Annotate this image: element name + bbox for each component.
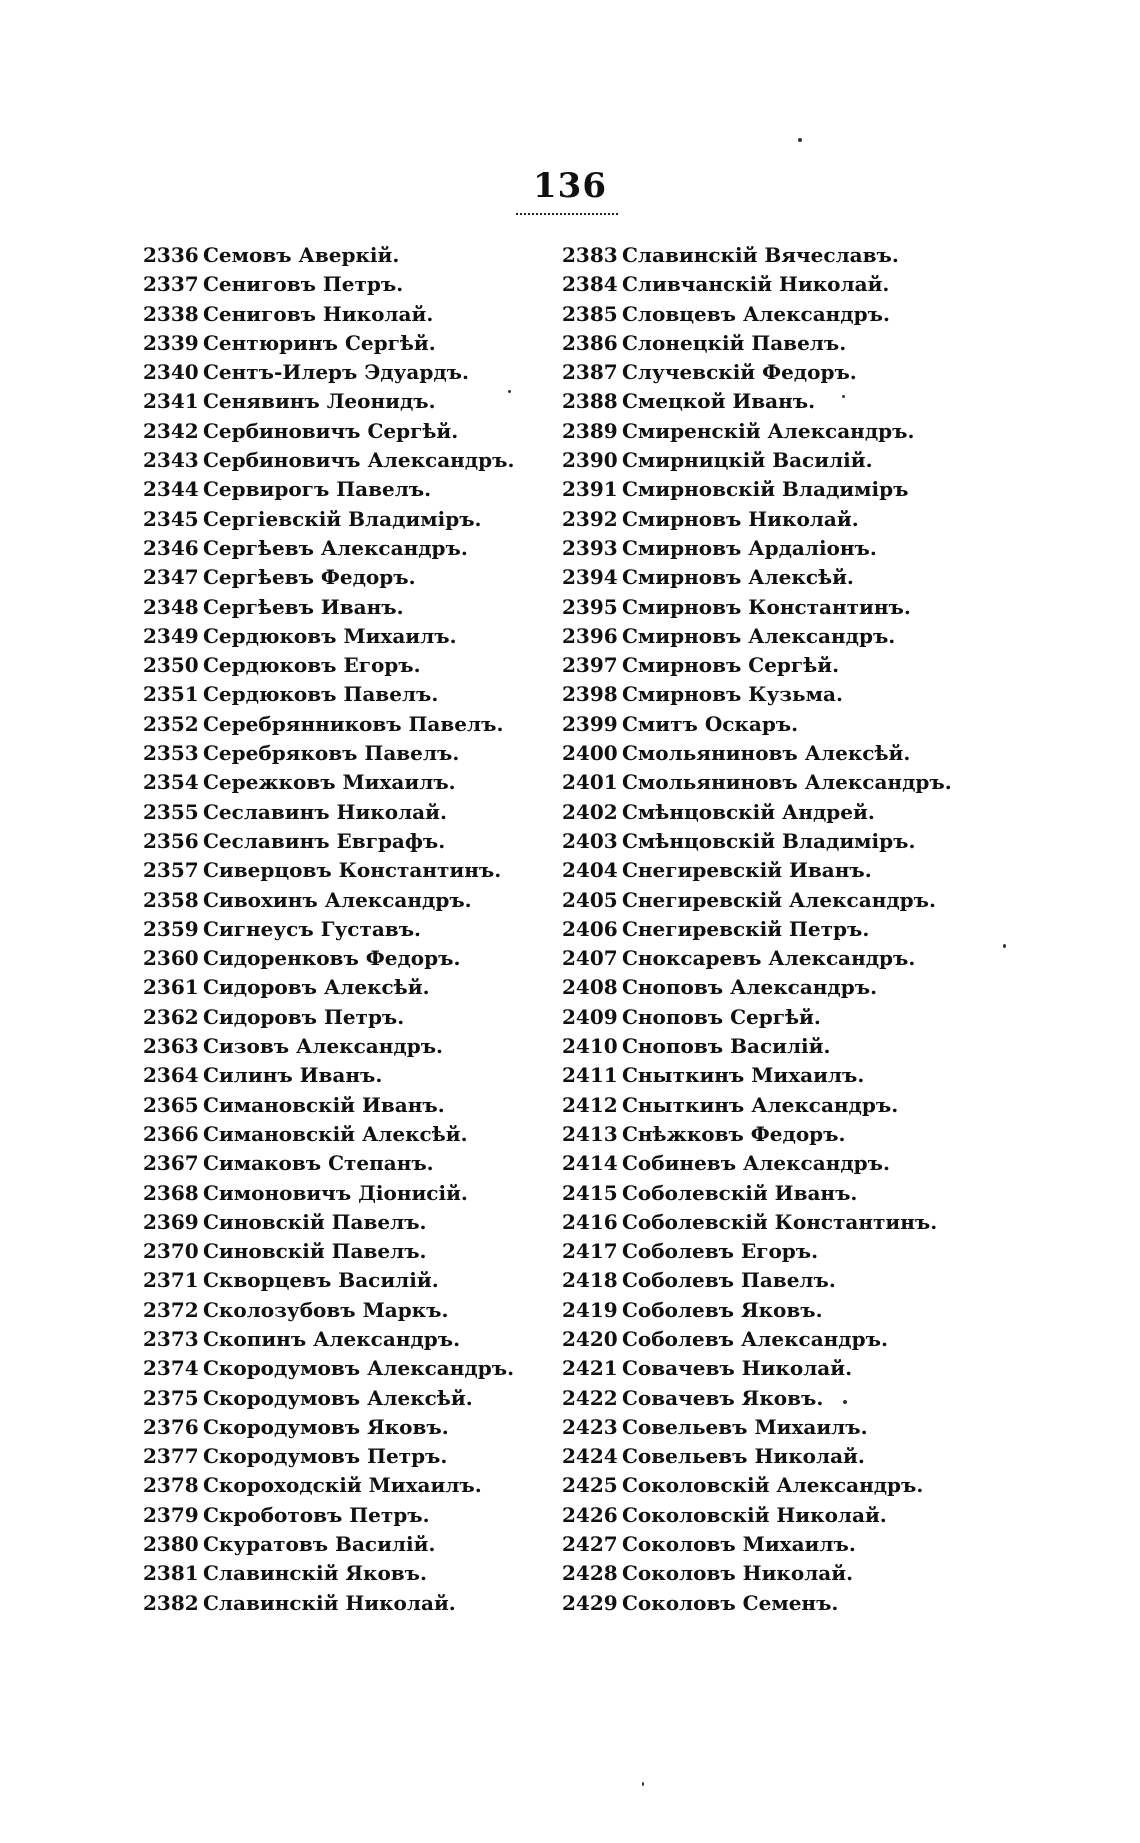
- entry-number: 2370: [143, 1239, 199, 1264]
- entry-name: Смольяниновъ Александръ.: [622, 770, 952, 795]
- list-entry: [143, 680, 553, 709]
- list-entry: [143, 1589, 553, 1618]
- list-entry: [562, 1296, 962, 1325]
- entry-number: 2387: [562, 360, 618, 385]
- entry-name: Смирновъ Кузьма.: [622, 682, 843, 707]
- entry-name: Сергѣевъ Федоръ.: [203, 565, 416, 590]
- list-entry: [143, 417, 553, 446]
- entry-name: Сивохинъ Александръ.: [203, 887, 472, 912]
- entry-name: Смирновъ Сергѣй.: [622, 653, 840, 678]
- entry-number: 2401: [562, 770, 618, 795]
- entry-name: Словцевъ Александръ.: [622, 301, 890, 326]
- entry-name: Славинскій Яковъ.: [203, 1561, 427, 1586]
- entry-name: Смирновскій Владиміръ: [622, 477, 909, 502]
- list-entry: [562, 417, 962, 446]
- entry-number: 2369: [143, 1209, 199, 1234]
- list-entry: [562, 1530, 962, 1559]
- entry-number: 2362: [143, 1004, 199, 1029]
- entry-name: Славинскій Николай.: [203, 1590, 456, 1615]
- entry-number: 2425: [562, 1473, 618, 1498]
- entry-name: Скроботовъ Петръ.: [203, 1502, 430, 1527]
- entry-name: Сенявинъ Леонидъ.: [203, 389, 436, 414]
- entry-number: 2366: [143, 1121, 199, 1146]
- entry-name: Снегиревскій Петръ.: [622, 916, 870, 941]
- entry-name: Сноксаревъ Александръ.: [622, 946, 916, 971]
- list-entry: [143, 1266, 553, 1295]
- list-entry: [143, 1237, 553, 1266]
- list-entry: [562, 768, 962, 797]
- entry-number: 2341: [143, 389, 199, 414]
- entry-name: Славинскій Вячеславъ.: [622, 243, 899, 267]
- list-entry: [562, 1501, 962, 1530]
- entry-number: 2344: [143, 477, 199, 502]
- list-entry: [562, 300, 962, 329]
- entry-number: 2404: [562, 858, 618, 883]
- entry-name: Сеславинъ Евграфъ.: [203, 828, 446, 853]
- list-entry: [143, 1208, 553, 1237]
- entry-number: 2414: [562, 1151, 618, 1176]
- list-entry: [562, 241, 962, 270]
- left-column-list: [143, 241, 553, 1618]
- list-entry: [143, 300, 553, 329]
- entry-number: 2411: [562, 1063, 618, 1088]
- entry-name: Сениговъ Николай.: [203, 301, 434, 326]
- entry-name: Скопинъ Александръ.: [203, 1326, 461, 1351]
- list-entry: [143, 739, 553, 768]
- entry-number: 2397: [562, 653, 618, 678]
- list-entry: [562, 270, 962, 299]
- entry-number: 2381: [143, 1561, 199, 1586]
- list-entry: [143, 622, 553, 651]
- entry-number: 2405: [562, 887, 618, 912]
- list-entry: [562, 475, 962, 504]
- list-entry: [143, 475, 553, 504]
- list-entry: [562, 1384, 962, 1413]
- entry-number: 2376: [143, 1414, 199, 1439]
- entry-name: Соколовскій Николай.: [622, 1502, 887, 1527]
- scan-speck: [508, 390, 511, 393]
- list-entry: [562, 1266, 962, 1295]
- entry-name: Соколовъ Семенъ.: [622, 1590, 839, 1615]
- list-entry: [143, 1003, 553, 1032]
- list-entry: [143, 1061, 553, 1090]
- list-entry: [562, 1120, 962, 1149]
- list-entry: [562, 886, 962, 915]
- list-entry: [562, 680, 962, 709]
- entry-number: 2407: [562, 946, 618, 971]
- entry-number: 2371: [143, 1268, 199, 1293]
- entry-name: Соболевъ Павелъ.: [622, 1268, 836, 1293]
- entry-name: Сныткинъ Александръ.: [622, 1092, 899, 1117]
- list-entry: [562, 973, 962, 1002]
- entry-name: Сербиновичъ Александръ.: [203, 448, 515, 473]
- entry-name: Смитъ Оскаръ.: [622, 711, 799, 736]
- list-entry: [562, 1471, 962, 1500]
- list-entry: [562, 1413, 962, 1442]
- list-entry: [562, 1442, 962, 1471]
- list-entry: [143, 534, 553, 563]
- list-entry: [143, 827, 553, 856]
- scan-speck: [1003, 944, 1006, 948]
- entry-name: Совельевъ Михаилъ.: [622, 1414, 868, 1439]
- entry-name: Смецкой Иванъ.: [622, 389, 816, 414]
- entry-name: Снѣжковъ Федоръ.: [622, 1121, 846, 1146]
- entry-number: 2337: [143, 272, 199, 297]
- list-entry: [143, 1530, 553, 1559]
- entry-number: 2345: [143, 506, 199, 531]
- entry-name: Симановскій Иванъ.: [203, 1092, 445, 1117]
- entry-number: 2356: [143, 828, 199, 853]
- list-entry: [562, 1354, 962, 1383]
- entry-number: 2350: [143, 653, 199, 678]
- entry-name: Симаковъ Степанъ.: [203, 1151, 434, 1176]
- entry-number: 2410: [562, 1034, 618, 1059]
- entry-number: 2378: [143, 1473, 199, 1498]
- entry-number: 2386: [562, 330, 618, 355]
- scan-speck: [798, 138, 802, 142]
- entry-number: 2395: [562, 594, 618, 619]
- list-entry: [562, 593, 962, 622]
- list-entry: [143, 651, 553, 680]
- entry-number: 2424: [562, 1444, 618, 1469]
- entry-name: Соколовскій Александръ.: [622, 1473, 924, 1498]
- entry-number: 2363: [143, 1034, 199, 1059]
- scan-speck: [843, 1400, 847, 1404]
- list-entry: [562, 798, 962, 827]
- entry-number: 2415: [562, 1180, 618, 1205]
- entry-number: 2396: [562, 623, 618, 648]
- list-entry: [562, 944, 962, 973]
- entry-number: 2355: [143, 799, 199, 824]
- entry-number: 2380: [143, 1532, 199, 1557]
- list-entry: [143, 973, 553, 1002]
- entry-name: Смольяниновъ Алексѣй.: [622, 741, 911, 766]
- entry-name: Сережковъ Михаилъ.: [203, 770, 456, 795]
- entry-name: Смиренскій Александръ.: [622, 418, 915, 443]
- list-entry: [562, 1237, 962, 1266]
- entry-number: 2364: [143, 1063, 199, 1088]
- list-entry: [562, 505, 962, 534]
- entry-number: 2365: [143, 1092, 199, 1117]
- entry-number: 2422: [562, 1385, 618, 1410]
- entry-name: Скуратовъ Василій.: [203, 1532, 436, 1557]
- list-entry: [143, 241, 553, 270]
- list-entry: [562, 622, 962, 651]
- list-entry: [143, 446, 553, 475]
- entry-name: Скородумовъ Яковъ.: [203, 1414, 449, 1439]
- list-entry: [143, 856, 553, 885]
- entry-number: 2392: [562, 506, 618, 531]
- entry-name: Силинъ Иванъ.: [203, 1063, 383, 1088]
- entry-number: 2351: [143, 682, 199, 707]
- entry-name: Серебряковъ Павелъ.: [203, 741, 460, 766]
- entry-number: 2360: [143, 946, 199, 971]
- entry-number: 2385: [562, 301, 618, 326]
- entry-number: 2416: [562, 1209, 618, 1234]
- entry-name: Сердюковъ Павелъ.: [203, 682, 439, 707]
- entry-name: Сениговъ Петръ.: [203, 272, 404, 297]
- list-entry: [562, 1208, 962, 1237]
- entry-number: 2382: [143, 1590, 199, 1615]
- entry-name: Сидоровъ Петръ.: [203, 1004, 405, 1029]
- entry-name: Случевскій Федоръ.: [622, 360, 857, 385]
- list-entry: [562, 534, 962, 563]
- page-number-rule: [516, 213, 618, 215]
- entry-number: 2427: [562, 1532, 618, 1557]
- entry-number: 2393: [562, 535, 618, 560]
- entry-name: Сервирогъ Павелъ.: [203, 477, 432, 502]
- list-entry: [562, 446, 962, 475]
- entry-number: 2406: [562, 916, 618, 941]
- list-entry: [562, 915, 962, 944]
- list-entry: [143, 768, 553, 797]
- entry-name: Скородумовъ Алексѣй.: [203, 1385, 473, 1410]
- list-entry: [143, 886, 553, 915]
- entry-name: Скородумовъ Александръ.: [203, 1356, 515, 1381]
- entry-name: Соболевъ Александръ.: [622, 1326, 888, 1351]
- entry-number: 2353: [143, 741, 199, 766]
- entry-name: Сноповъ Василій.: [622, 1034, 831, 1059]
- entry-name: Сергѣевъ Иванъ.: [203, 594, 404, 619]
- list-entry: [562, 1149, 962, 1178]
- entry-number: 2390: [562, 448, 618, 473]
- list-entry: [143, 1354, 553, 1383]
- entry-number: 2394: [562, 565, 618, 590]
- entry-name: Слонецкій Павелъ.: [622, 330, 847, 355]
- entry-number: 2413: [562, 1121, 618, 1146]
- entry-number: 2375: [143, 1385, 199, 1410]
- entry-name: Сентъ-Илеръ Эдуардъ.: [203, 360, 469, 385]
- entry-number: 2343: [143, 448, 199, 473]
- list-entry: [562, 710, 962, 739]
- list-entry: [143, 1471, 553, 1500]
- entry-name: Сербиновичъ Сергѣй.: [203, 418, 459, 443]
- entry-name: Симановскій Алексѣй.: [203, 1121, 468, 1146]
- entry-name: Смирновъ Алексѣй.: [622, 565, 854, 590]
- entry-name: Сноповъ Александръ.: [622, 975, 878, 1000]
- entry-name: Смирницкій Василій.: [622, 448, 873, 473]
- list-entry: [143, 387, 553, 416]
- entry-name: Семовъ Аверкій.: [203, 243, 400, 267]
- entry-number: 2391: [562, 477, 618, 502]
- entry-name: Смирновъ Ардаліонъ.: [622, 535, 877, 560]
- list-entry: [562, 1061, 962, 1090]
- entry-name: Сныткинъ Михаилъ.: [622, 1063, 865, 1088]
- entry-name: Скворцевъ Василій.: [203, 1268, 439, 1293]
- entry-number: 2420: [562, 1326, 618, 1351]
- entry-number: 2428: [562, 1561, 618, 1586]
- entry-number: 2418: [562, 1268, 618, 1293]
- entry-name: Соболевъ Яковъ.: [622, 1297, 823, 1322]
- entry-number: 2426: [562, 1502, 618, 1527]
- entry-name: Серебрянниковъ Павелъ.: [203, 711, 504, 736]
- list-entry: [143, 1120, 553, 1149]
- list-entry: [143, 329, 553, 358]
- entry-number: 2429: [562, 1590, 618, 1615]
- entry-number: 2421: [562, 1356, 618, 1381]
- entry-name: Сентюринъ Сергѣй.: [203, 330, 436, 355]
- scan-speck: [642, 1782, 644, 1786]
- list-entry: [562, 563, 962, 592]
- scan-speck: [842, 395, 845, 398]
- entry-number: 2412: [562, 1092, 618, 1117]
- list-entry: [562, 739, 962, 768]
- entry-name: Собиневъ Александръ.: [622, 1151, 890, 1176]
- list-entry: [562, 358, 962, 387]
- entry-name: Синовскій Павелъ.: [203, 1209, 427, 1234]
- list-entry: [562, 1325, 962, 1354]
- page-number: 136: [533, 166, 607, 206]
- entry-name: Скороходскій Михаилъ.: [203, 1473, 482, 1498]
- list-entry: [143, 1384, 553, 1413]
- list-entry: [143, 1325, 553, 1354]
- entry-name: Соколовъ Николай.: [622, 1561, 854, 1586]
- entry-name: Сидоровъ Алексѣй.: [203, 975, 430, 1000]
- entry-number: 2383: [562, 243, 618, 267]
- entry-number: 2349: [143, 623, 199, 648]
- entry-number: 2361: [143, 975, 199, 1000]
- list-entry: [143, 1559, 553, 1588]
- entry-number: 2384: [562, 272, 618, 297]
- entry-number: 2359: [143, 916, 199, 941]
- entry-name: Сергѣевъ Александръ.: [203, 535, 468, 560]
- entry-name: Сеславинъ Николай.: [203, 799, 447, 824]
- list-entry: [562, 827, 962, 856]
- right-column-list: [562, 241, 962, 1618]
- entry-number: 2368: [143, 1180, 199, 1205]
- entry-number: 2367: [143, 1151, 199, 1176]
- entry-name: Симоновичъ Діонисій.: [203, 1180, 468, 1205]
- entry-name: Сколозубовъ Маркъ.: [203, 1297, 449, 1322]
- entry-name: Сливчанскій Николай.: [622, 272, 890, 297]
- entry-name: Соколовъ Михаилъ.: [622, 1532, 856, 1557]
- entry-number: 2358: [143, 887, 199, 912]
- entry-name: Сергіевскій Владиміръ.: [203, 506, 482, 531]
- entry-number: 2352: [143, 711, 199, 736]
- list-entry: [143, 944, 553, 973]
- list-entry: [562, 1179, 962, 1208]
- entry-number: 2379: [143, 1502, 199, 1527]
- list-entry: [143, 563, 553, 592]
- entry-name: Снегиревскій Александръ.: [622, 887, 936, 912]
- list-entry: [143, 1442, 553, 1471]
- entry-number: 2347: [143, 565, 199, 590]
- entry-number: 2372: [143, 1297, 199, 1322]
- list-entry: [143, 798, 553, 827]
- entry-number: 2403: [562, 828, 618, 853]
- list-entry: [562, 387, 962, 416]
- entry-number: 2348: [143, 594, 199, 619]
- list-entry: [143, 1091, 553, 1120]
- entry-name: Смирновъ Константинъ.: [622, 594, 911, 619]
- entry-name: Снегиревскій Иванъ.: [622, 858, 872, 883]
- list-entry: [562, 856, 962, 885]
- entry-number: 2409: [562, 1004, 618, 1029]
- entry-number: 2338: [143, 301, 199, 326]
- list-entry: [143, 358, 553, 387]
- entry-number: 2354: [143, 770, 199, 795]
- entry-number: 2374: [143, 1356, 199, 1381]
- entry-number: 2339: [143, 330, 199, 355]
- list-entry: [143, 505, 553, 534]
- list-entry: [562, 1003, 962, 1032]
- entry-name: Соболевъ Егоръ.: [622, 1239, 819, 1264]
- entry-name: Сидоренковъ Федоръ.: [203, 946, 461, 971]
- list-entry: [143, 1149, 553, 1178]
- entry-number: 2340: [143, 360, 199, 385]
- entry-number: 2417: [562, 1239, 618, 1264]
- entry-name: Сердюковъ Михаилъ.: [203, 623, 457, 648]
- list-entry: [143, 1501, 553, 1530]
- entry-name: Сиверцовъ Константинъ.: [203, 858, 502, 883]
- entry-name: Совельевъ Николай.: [622, 1444, 865, 1469]
- list-entry: [143, 915, 553, 944]
- entry-number: 2419: [562, 1297, 618, 1322]
- entry-number: 2408: [562, 975, 618, 1000]
- entry-name: Смирновъ Александръ.: [622, 623, 896, 648]
- list-entry: [562, 651, 962, 680]
- entry-number: 2402: [562, 799, 618, 824]
- entry-number: 2399: [562, 711, 618, 736]
- entry-name: Сердюковъ Егоръ.: [203, 653, 421, 678]
- entry-number: 2377: [143, 1444, 199, 1469]
- entry-name: Совачевъ Николай.: [622, 1356, 853, 1381]
- entry-number: 2398: [562, 682, 618, 707]
- entry-number: 2336: [143, 243, 199, 267]
- entry-number: 2342: [143, 418, 199, 443]
- list-entry: [143, 593, 553, 622]
- entry-number: 2400: [562, 741, 618, 766]
- list-entry: [562, 329, 962, 358]
- list-entry: [143, 1179, 553, 1208]
- entry-number: 2389: [562, 418, 618, 443]
- entry-name: Смирновъ Николай.: [622, 506, 859, 531]
- entry-number: 2357: [143, 858, 199, 883]
- list-entry: [143, 270, 553, 299]
- entry-name: Совачевъ Яковъ.: [622, 1385, 824, 1410]
- list-entry: [562, 1032, 962, 1061]
- entry-name: Смѣнцовскій Андрей.: [622, 799, 875, 824]
- list-entry: [143, 710, 553, 739]
- entry-number: 2423: [562, 1414, 618, 1439]
- entry-name: Синовскій Павелъ.: [203, 1239, 427, 1264]
- entry-number: 2373: [143, 1326, 199, 1351]
- list-entry: [143, 1296, 553, 1325]
- entry-name: Скородумовъ Петръ.: [203, 1444, 448, 1469]
- list-entry: [143, 1413, 553, 1442]
- list-entry: [143, 1032, 553, 1061]
- entry-name: Соболевскій Иванъ.: [622, 1180, 858, 1205]
- entry-name: Сигнеусъ Густавъ.: [203, 916, 421, 941]
- entry-name: Сизовъ Александръ.: [203, 1034, 444, 1059]
- entry-name: Смѣнцовскій Владиміръ.: [622, 828, 916, 853]
- entry-number: 2388: [562, 389, 618, 414]
- entry-name: Соболевскій Константинъ.: [622, 1209, 938, 1234]
- list-entry: [562, 1589, 962, 1618]
- entry-number: 2346: [143, 535, 199, 560]
- list-entry: [562, 1091, 962, 1120]
- entry-name: Сноповъ Сергѣй.: [622, 1004, 821, 1029]
- list-entry: [562, 1559, 962, 1588]
